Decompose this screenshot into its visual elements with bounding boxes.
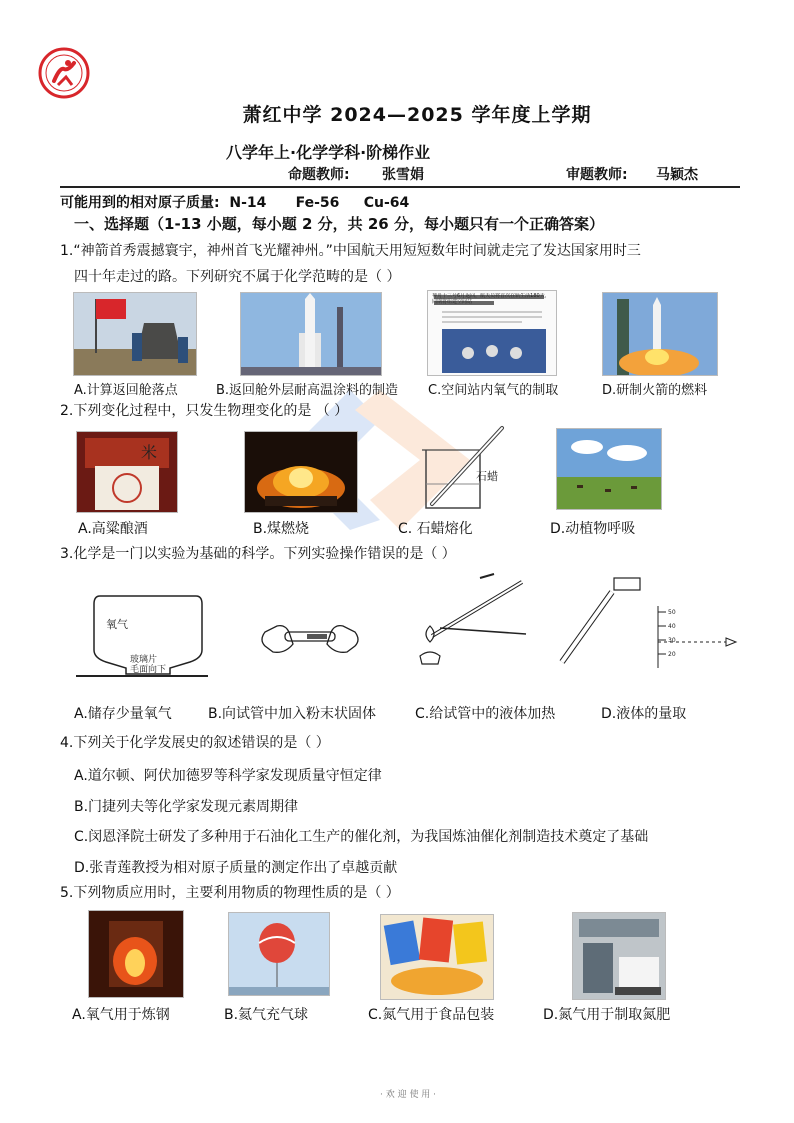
q1-option-b: B.返回舱外层耐高温涂料的制造 bbox=[216, 383, 399, 398]
page-subtitle: 八学年上·化学学科·阶梯作业 bbox=[226, 143, 431, 162]
q3-image-cylinder bbox=[550, 572, 740, 672]
q2-image-liquor bbox=[76, 431, 178, 513]
footer-text: · 欢 迎 使 用 · bbox=[380, 1090, 437, 1100]
q2-image-beaker bbox=[418, 424, 506, 514]
q3-option-d: D.液体的量取 bbox=[601, 706, 687, 722]
q3-image-gas-bottle bbox=[76, 588, 208, 682]
q1-option-c: C.空间站内氧气的制取 bbox=[428, 383, 559, 398]
question-1 bbox=[60, 238, 750, 290]
atomic-masses: 可能用到的相对原子质量: N-14 Fe-56 Cu-64 bbox=[60, 195, 410, 211]
q1-image-rocket-tower bbox=[240, 292, 382, 376]
q3-image-heat-liquid bbox=[410, 572, 532, 670]
q2-jar-text: 米 bbox=[141, 443, 158, 462]
q2-option-b: B.煤燃烧 bbox=[253, 521, 310, 537]
setter-name: 张雪娟 bbox=[382, 167, 424, 183]
q1-stem-line1: 1.“神箭首秀震撼寰宇，神州首飞光耀神州。”中国航天用短短数年时间就走完了发达国家用时三 bbox=[60, 243, 641, 259]
q2-image-grassland bbox=[556, 428, 662, 510]
q3-bottle-label: 氧气 bbox=[106, 618, 128, 631]
q3-image-test-tube-powder bbox=[255, 612, 365, 664]
q5-option-a: A.氧气用于炼钢 bbox=[72, 1007, 170, 1023]
q5-stem: 5.下列物质应用时，主要利用物质的物理性质的是（ ） bbox=[60, 885, 400, 901]
q3-cylinder-tick-50: 50 bbox=[668, 609, 676, 616]
q5-option-b: B.氦气充气球 bbox=[224, 1007, 309, 1023]
q2-option-c: C. 石蜡熔化 bbox=[398, 521, 473, 537]
section-heading: 一、选择题（1-13 小题，每小题 2 分，共 26 分，每小题只有一个正确答案） bbox=[74, 215, 604, 233]
q1-option-d: D.研制火箭的燃料 bbox=[602, 383, 708, 398]
q1-stem-line2: 四十年走过的路。下列研究不属于化学范畴的是（ ） bbox=[74, 269, 401, 285]
q3-cylinder-tick-20: 20 bbox=[668, 651, 676, 658]
q3-option-c: C.给试管中的液体加热 bbox=[415, 706, 556, 722]
q1-option-a: A.计算返回舱落点 bbox=[74, 383, 178, 398]
q3-option-b: B.向试管中加入粉末状固体 bbox=[208, 706, 377, 722]
q2-stem: 2.下列变化过程中，只发生物理变化的是 （ ） bbox=[60, 403, 349, 419]
q3-glass-note-1: 玻璃片 bbox=[130, 655, 158, 665]
school-logo-icon bbox=[38, 47, 90, 99]
q2-image-fire bbox=[244, 431, 358, 513]
q5-image-factory bbox=[572, 912, 666, 1000]
setter-label: 命题教师: bbox=[288, 167, 350, 183]
q3-cylinder-tick-30: 30 bbox=[668, 637, 676, 644]
page-title: 萧红中学 2024—2025 学年度上学期 bbox=[242, 104, 592, 126]
q1-image-launch bbox=[602, 292, 718, 376]
header-divider bbox=[60, 186, 740, 188]
q4-option-a: A.道尔顿、阿伏加德罗等科学家发现质量守恒定律 bbox=[74, 768, 382, 784]
q2-beaker-label: 石蜡 bbox=[476, 470, 498, 483]
q3-option-a: A.储存少量氧气 bbox=[74, 706, 172, 722]
q3-cylinder-tick-40: 40 bbox=[668, 623, 676, 630]
q2-option-a: A.高粱酿酒 bbox=[78, 521, 148, 537]
q1-image-capsule bbox=[73, 292, 197, 376]
reviewer-label: 审题教师: bbox=[566, 167, 628, 183]
q3-glass-note-2: 毛面向下 bbox=[130, 665, 167, 675]
q4-option-b: B.门捷列夫等化学家发现元素周期律 bbox=[74, 799, 299, 815]
q5-option-d: D.氮气用于制取氮肥 bbox=[543, 1007, 671, 1023]
q4-option-c: C.闵恩泽院士研发了多种用于石油化工生产的催化剂，为我国炼油催化剂制造技术奠定了基础 bbox=[74, 829, 649, 845]
q5-image-snacks bbox=[380, 914, 494, 1000]
q4-option-d: D.张青莲教授为相对原子质量的测定作出了卓越贡献 bbox=[74, 860, 398, 876]
q4-stem: 4.下列关于化学发展史的叙述错误的是（ ） bbox=[60, 735, 330, 751]
q1-news-headline: 神舟十三号6月返回，航天员将首次在轨生活180天，同期将组建空间站 bbox=[432, 293, 550, 305]
q2-option-d: D.动植物呼吸 bbox=[550, 521, 636, 537]
q5-image-balloon bbox=[228, 912, 330, 996]
q5-image-steel bbox=[88, 910, 184, 998]
q5-option-c: C.氮气用于食品包装 bbox=[368, 1007, 495, 1023]
reviewer-name: 马颖杰 bbox=[656, 167, 698, 183]
q3-stem: 3.化学是一门以实验为基础的科学。下列实验操作错误的是（ ） bbox=[60, 546, 456, 562]
